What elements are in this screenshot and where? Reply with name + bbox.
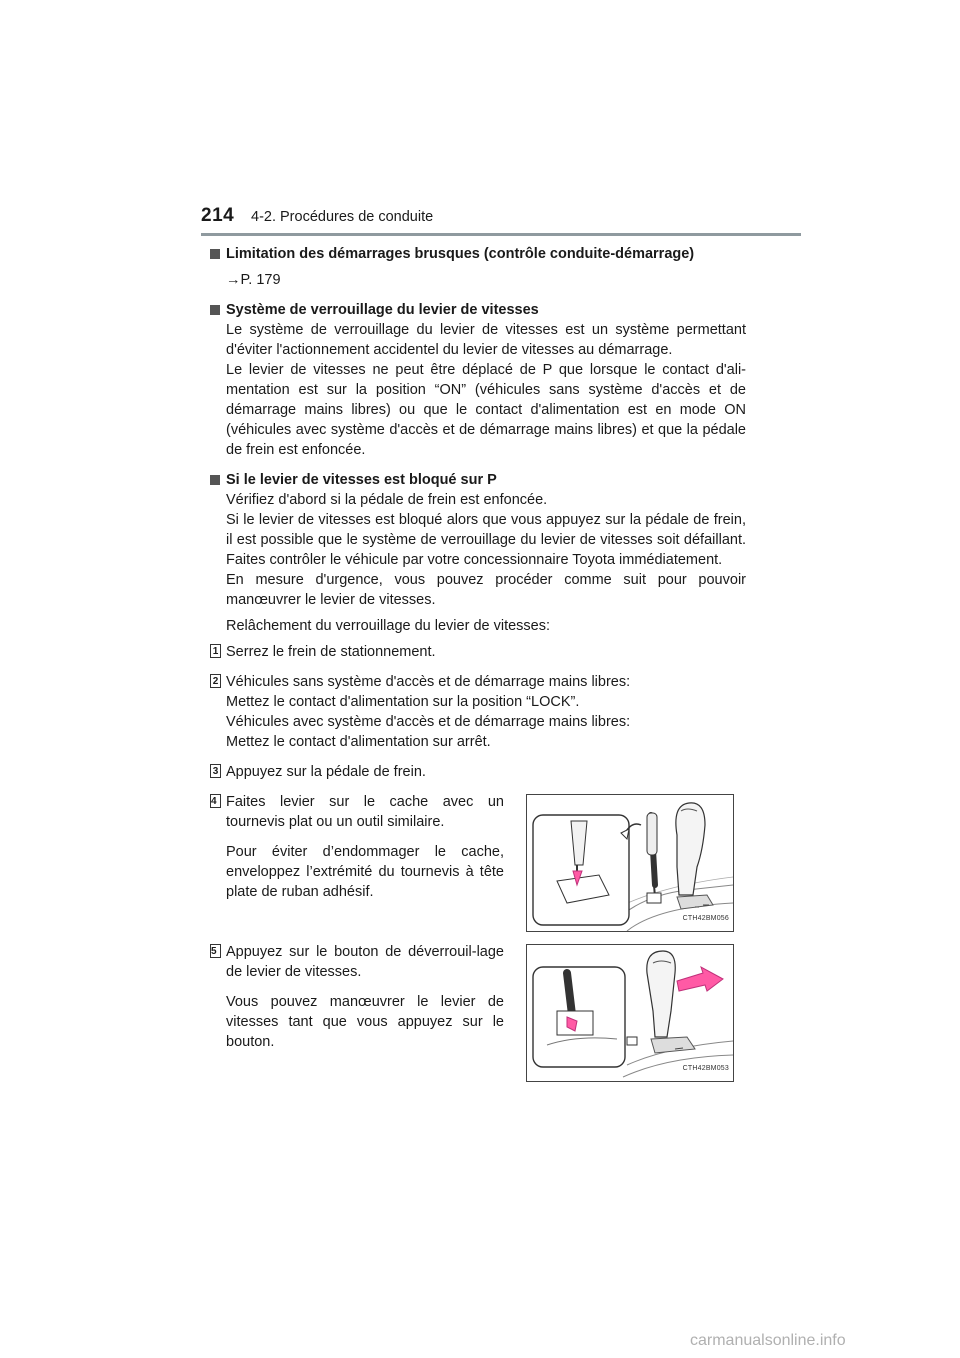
step-number: 5 — [210, 944, 221, 958]
heading-text: Limitation des démarrages brusques (contrôle conduite-démarrage) — [226, 246, 695, 262]
square-bullet-icon — [210, 249, 220, 259]
step-4 — [210, 792, 504, 902]
step-2 — [210, 672, 746, 752]
step-note: Vous pouvez manœuvrer le levier de vitesses tant que vous appuyez sur le bouton. — [226, 994, 504, 1050]
page-reference: →P. 179 — [226, 272, 281, 288]
step-number: 3 — [210, 764, 221, 778]
step-text: Appuyez sur le bouton de déverrouil-lage de levier de vitesses. — [226, 944, 504, 980]
section-heading — [210, 244, 746, 264]
step-5-row — [210, 942, 746, 1082]
step-text: Faites levier sur le cache avec un tournevis plat ou un outil similaire. — [226, 794, 504, 830]
page-header — [0, 0, 960, 240]
paragraph: Si le levier de vitesses est bloqué alors que vous appuyez sur la pédale de frein, il est possible que le système de verrouillage du levier de vitesses soit défaillant. Faites contrôler le véhicule par votre concessionnaire Toyota immédiatement. — [226, 512, 746, 568]
square-bullet-icon — [210, 305, 220, 315]
page-content — [210, 244, 746, 1082]
square-bullet-icon — [210, 475, 220, 485]
step-text: Véhicules sans système d'accès et de démarrage mains libres: — [226, 674, 631, 690]
step-text: Mettez le contact d'alimentation sur arrêt. — [226, 734, 491, 750]
paragraph: Le système de verrouillage du levier de vitesses est un système permettant d'éviter l'actionnement accidentel du levier de vitesses au démarrage. — [226, 322, 746, 358]
step-text: Mettez le contact d'alimentation sur la position “LOCK”. — [226, 694, 580, 710]
step-number: 2 — [210, 674, 221, 688]
step-text: Appuyez sur la pédale de frein. — [226, 764, 426, 780]
step-5 — [210, 942, 504, 1052]
section-heading — [210, 470, 746, 490]
figure-release-button — [526, 944, 734, 1082]
figure-code: CTH42BM056 — [682, 915, 729, 922]
page-number: 214 — [201, 205, 235, 226]
step-text: Serrez le frein de stationnement. — [226, 644, 436, 660]
step-number: 1 — [210, 644, 221, 658]
step-4-row — [210, 792, 746, 942]
heading-text: Système de verrouillage du levier de vitesses — [226, 302, 539, 318]
heading-text: Si le levier de vitesses est bloqué sur P — [226, 472, 497, 488]
step-number: 4 — [210, 794, 221, 808]
watermark: carmanualsonline.info — [690, 1332, 846, 1349]
step-note: Pour éviter d’endommager le cache, enveloppez l’extrémité du tournevis à tête plate de ruban adhésif. — [226, 844, 504, 900]
section-heading — [210, 300, 746, 320]
procedure-intro: Relâchement du verrouillage du levier de vitesses: — [226, 618, 551, 634]
paragraph: En mesure d'urgence, vous pouvez procéder comme suit pour pouvoir manœuvrer le levier de vitesses. — [226, 572, 746, 608]
section-title: 4-2. Procédures de conduite — [251, 209, 434, 225]
header-divider — [201, 233, 801, 236]
figure-code: CTH42BM053 — [682, 1065, 729, 1072]
paragraph: Le levier de vitesses ne peut être déplacé de P que lorsque le contact d'ali-mentation est sur la position “ON” (véhicules sans système d'accès et de démarrage mains libres) ou que le contact d'alimentation est en mode ON (véhicules avec système d'accès et de démarrage mains libres) et que la pédale de frein est enfoncée. — [226, 362, 746, 458]
figure-pry-cover — [526, 794, 734, 932]
step-3 — [210, 762, 746, 782]
step-text: Véhicules avec système d'accès et de démarrage mains libres: — [226, 714, 631, 730]
step-1 — [210, 642, 746, 662]
paragraph: Vérifiez d'abord si la pédale de frein est enfoncée. — [226, 492, 548, 508]
